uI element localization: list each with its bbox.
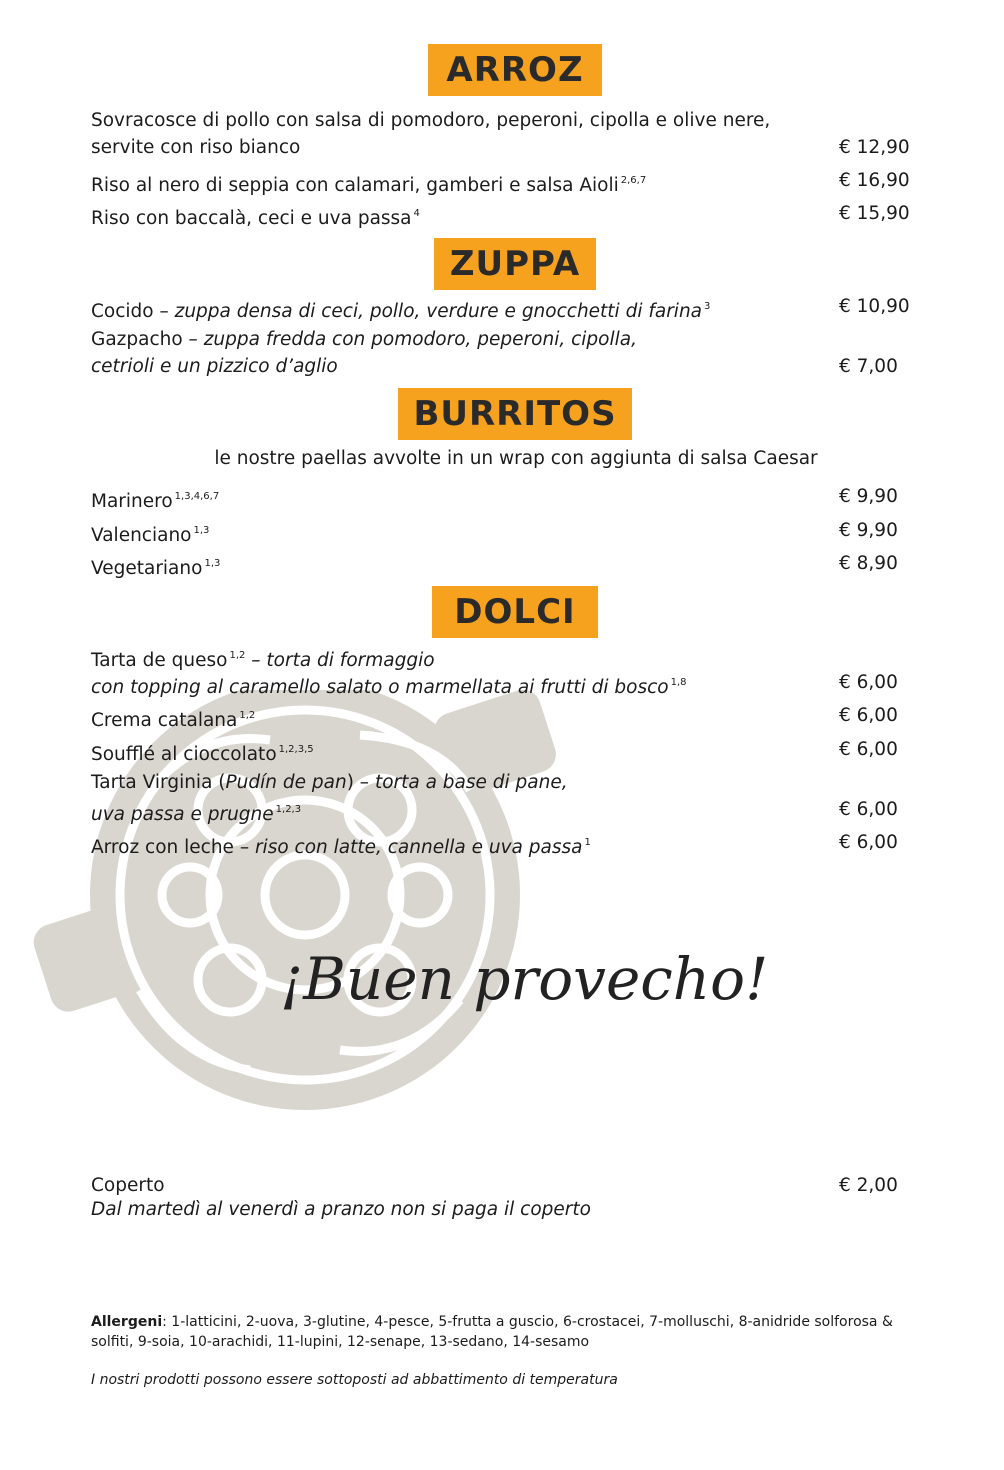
- item-name: Tarta Virginia (: [91, 772, 226, 793]
- menu-item-crema-catalana: [91, 703, 255, 734]
- menu-item-marinero: [91, 484, 219, 515]
- allergen-codes: 1,3: [193, 525, 210, 536]
- allergen-codes: 1,2: [239, 710, 256, 721]
- item-name: Cocido –: [91, 301, 175, 322]
- allergen-codes: 1,8: [670, 677, 687, 688]
- menu-item-arroz-leche: [91, 830, 591, 861]
- coperto-label: Coperto: [91, 1175, 165, 1196]
- item-name: Valenciano: [91, 525, 192, 546]
- item-description: uva passa e prugne: [91, 804, 274, 825]
- menu-item-valenciano: [91, 518, 209, 549]
- allergen-codes: 4: [413, 208, 420, 219]
- allergen-codes: 2,6,7: [620, 175, 647, 186]
- section-title-zuppa: ZUPPA: [434, 238, 596, 290]
- item-name: Soufflé al cioccolato: [91, 744, 277, 765]
- allergens-legend: [91, 1312, 906, 1352]
- menu-item-gazpacho: [91, 327, 637, 353]
- footer-note: I nostri prodotti possono essere sottoposti ad abbattimento di temperatura: [91, 1372, 618, 1388]
- coperto-price: € 2,00: [839, 1175, 898, 1196]
- price-sovracosce: € 12,90: [839, 137, 910, 158]
- item-description: con topping al caramello salato o marmellata ai frutti di bosco: [91, 677, 669, 698]
- item-description: zuppa fredda con pomodoro, peperoni, cipolla,: [203, 329, 637, 350]
- price-marinero: € 9,90: [839, 486, 898, 507]
- burritos-subtitle: le nostre paellas avvolte in un wrap con aggiunta di salsa Caesar: [214, 448, 818, 469]
- price-arroz-leche: € 6,00: [839, 832, 898, 853]
- section-title-dolci: DOLCI: [432, 586, 598, 638]
- menu-item-sovracosce-line2: servite con riso bianco: [91, 137, 301, 158]
- item-name: Crema catalana: [91, 710, 238, 731]
- price-cocido: € 10,90: [839, 296, 910, 317]
- allergen-codes: 1,2: [229, 650, 246, 661]
- item-name: Tarta de queso: [91, 650, 228, 671]
- menu-item-riso-nero: [91, 168, 646, 199]
- item-name: Vegetariano: [91, 558, 203, 579]
- price-vegetariano: € 8,90: [839, 553, 898, 574]
- item-name-close: ) –: [346, 772, 375, 793]
- menu-item-vegetariano: [91, 551, 220, 582]
- item-name: Riso con baccalà, ceci e uva passa: [91, 208, 412, 229]
- price-souffle: € 6,00: [839, 739, 898, 760]
- allergens-label: Allergeni: [91, 1314, 163, 1330]
- item-description: – torta di formaggio: [251, 650, 435, 671]
- menu-item-tarta-queso-line2: [91, 670, 686, 701]
- menu-item-tarta-virginia: [91, 770, 568, 796]
- allergen-codes: 3: [704, 301, 711, 312]
- price-gazpacho: € 7,00: [839, 356, 898, 377]
- section-title-burritos: BURRITOS: [398, 388, 632, 440]
- item-name: Marinero: [91, 491, 173, 512]
- item-description: torta a base di pane,: [374, 772, 568, 793]
- item-description: riso con latte, cannella e uva passa: [254, 837, 583, 858]
- menu-item-riso-baccala: [91, 201, 420, 232]
- price-valenciano: € 9,90: [839, 520, 898, 541]
- section-title-arroz: ARROZ: [428, 44, 602, 96]
- price-tarta-queso: € 6,00: [839, 672, 898, 693]
- item-name: Riso al nero di seppia con calamari, gamberi e salsa Aioli: [91, 175, 619, 196]
- menu-item-cocido: [91, 294, 710, 325]
- item-description: zuppa densa di ceci, pollo, verdure e gnocchetti di farina: [174, 301, 703, 322]
- price-riso-nero: € 16,90: [839, 170, 910, 191]
- price-tarta-virginia: € 6,00: [839, 799, 898, 820]
- item-name: Arroz con leche –: [91, 837, 255, 858]
- allergen-codes: 1,3,4,6,7: [174, 491, 220, 502]
- price-riso-baccala: € 15,90: [839, 203, 910, 224]
- price-crema-catalana: € 6,00: [839, 705, 898, 726]
- buen-provecho-signature: ¡Buen provecho!: [280, 945, 769, 1013]
- item-name-italic: Pudín de pan: [225, 772, 347, 793]
- menu-item-gazpacho-line2: cetrioli e un pizzico d’aglio: [91, 356, 338, 377]
- allergens-text: : 1-latticini, 2-uova, 3-glutine, 4-pesce, 5-frutta a guscio, 6-crostacei, 7-molluschi, 8-anidride solforosa & solfiti, 9-soia, 10-arachidi, 11-lupini, 12-senape, 13-sedano, 14-sesamo: [91, 1314, 893, 1350]
- coperto-note: Dal martedì al venerdì a pranzo non si paga il coperto: [91, 1199, 591, 1220]
- menu-item-souffle: [91, 737, 314, 768]
- allergen-codes: 1,2,3: [275, 804, 302, 815]
- menu-item-tarta-virginia-line2: [91, 797, 301, 828]
- allergen-codes: 1,2,3,5: [278, 744, 314, 755]
- item-name: Gazpacho –: [91, 329, 204, 350]
- allergen-codes: 1,3: [204, 558, 221, 569]
- menu-item-sovracosce-line1: Sovracosce di pollo con salsa di pomodoro, peperoni, cipolla e olive nere,: [91, 110, 771, 131]
- allergen-codes: 1: [584, 837, 591, 848]
